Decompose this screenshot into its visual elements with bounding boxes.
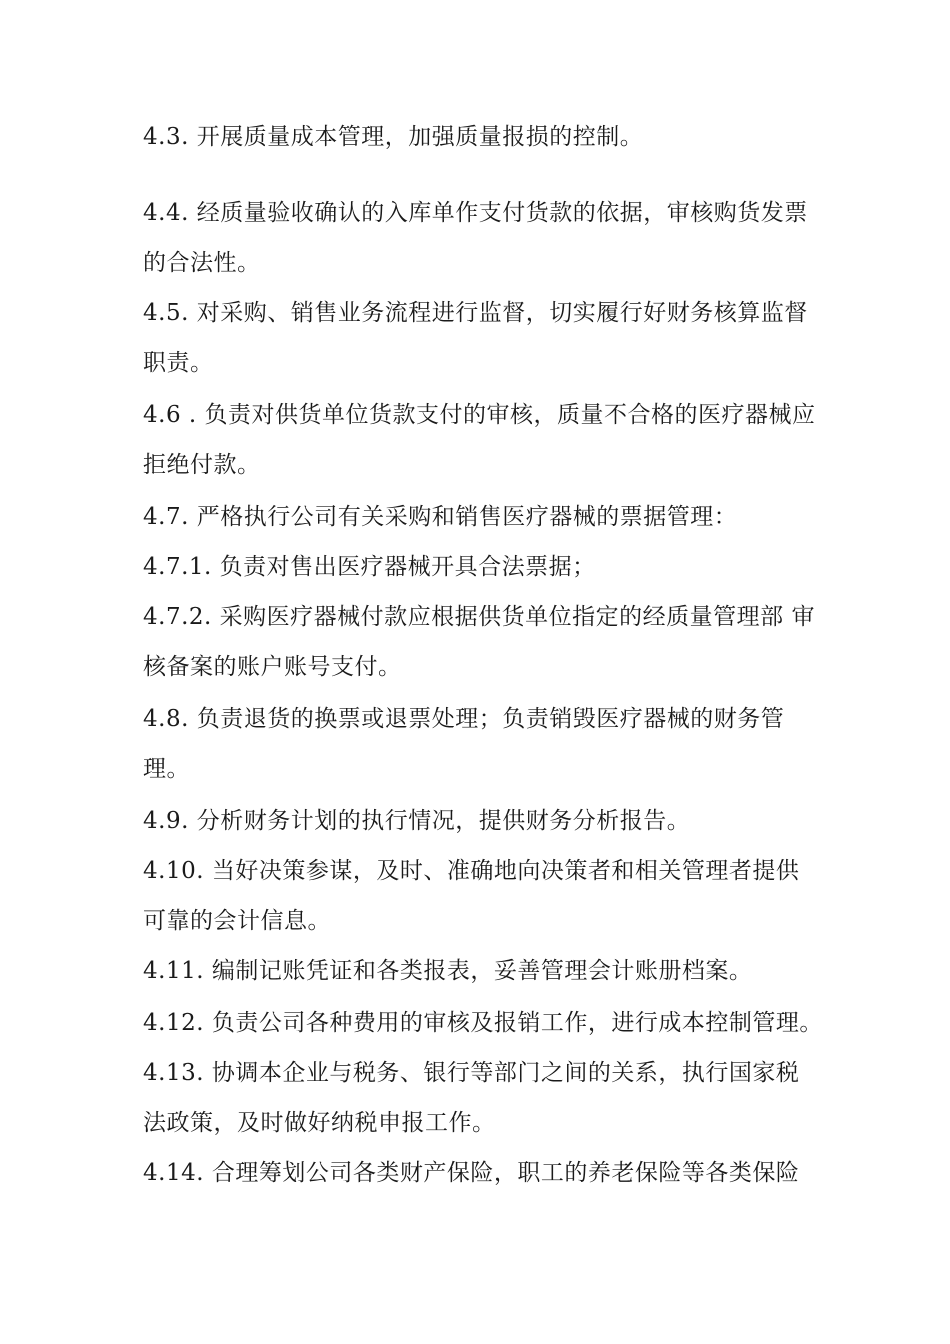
clause-4-7: 4.7. 严格执行公司有关采购和销售医疗器械的票据管理：	[143, 504, 738, 530]
clause-4-4-line-2: 的合法性。	[143, 250, 261, 276]
clause-4-3: 4.3. 开展质量成本管理，加强质量报损的控制。	[143, 124, 644, 150]
clause-4-9: 4.9. 分析财务计划的执行情况，提供财务分析报告。	[143, 808, 691, 834]
clause-4-13-line-1: 4.13. 协调本企业与税务、银行等部门之间的关系，执行国家税	[143, 1060, 800, 1086]
clause-4-8-line-2: 理。	[143, 756, 190, 782]
clause-4-12: 4.12. 负责公司各种费用的审核及报销工作，进行成本控制管理。	[143, 1010, 823, 1036]
clause-4-5-line-1: 4.5. 对采购、销售业务流程进行监督，切实履行好财务核算监督	[143, 300, 808, 326]
clause-4-7-1: 4.7.1. 负责对售出医疗器械开具合法票据；	[143, 554, 596, 580]
clause-4-6-line-1: 4.6 . 负责对供货单位货款支付的审核，质量不合格的医疗器械应	[143, 402, 816, 428]
clause-4-10-line-2: 可靠的会计信息。	[143, 908, 331, 934]
clause-4-6-line-2: 拒绝付款。	[143, 452, 261, 478]
clause-4-5-line-2: 职责。	[143, 350, 214, 376]
clause-4-4-line-1: 4.4. 经质量验收确认的入库单作支付货款的依据，审核购货发票	[143, 200, 808, 226]
clause-4-11: 4.11. 编制记账凭证和各类报表，妥善管理会计账册档案。	[143, 958, 753, 984]
clause-4-7-2-line-2: 核备案的账户账号支付。	[143, 654, 402, 680]
clause-4-14-line-1: 4.14. 合理筹划公司各类财产保险，职工的养老保险等各类保险	[143, 1160, 800, 1186]
clause-4-10-line-1: 4.10. 当好决策参谋，及时、准确地向决策者和相关管理者提供	[143, 858, 800, 884]
clause-4-7-2-line-1: 4.7.2. 采购医疗器械付款应根据供货单位指定的经质量管理部 审	[143, 604, 815, 630]
clause-4-13-line-2: 法政策，及时做好纳税申报工作。	[143, 1110, 496, 1136]
clause-4-8-line-1: 4.8. 负责退货的换票或退票处理；负责销毁医疗器械的财务管	[143, 706, 785, 732]
